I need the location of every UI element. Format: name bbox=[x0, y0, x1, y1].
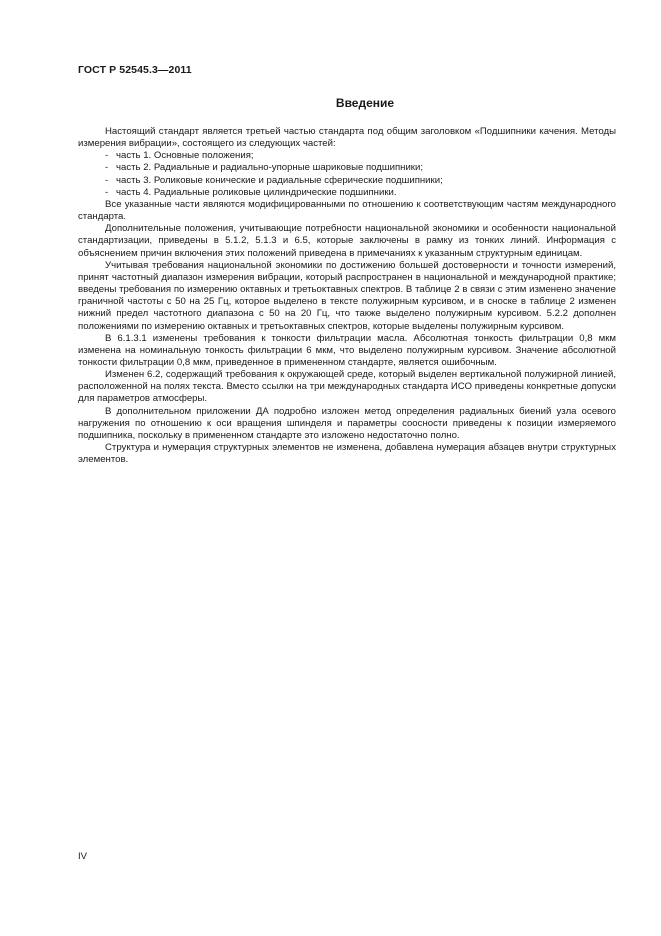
paragraph: Учитывая требования национальной экономики по достижению большей достоверности и точности измерений, принят частотный диапазон измерения вибрации, который распространен в национальной и международной практике; введены требования по измерению октавных и третьоктавных спектров. В таблице 2 в связи с этим изменено значение граничной частоты с 50 на 25 Гц, которое выделено в тексте полужирным курсивом, и в сноске в таблице 2 изменен нижний предел частотного диапазона с 50 на 20 Гц, что также выделено полужирным курсивом. 5.2.2 дополнен положениями по измерению октавных и третьоктавных спектров, которые выделены полужирным курсивом. bbox=[78, 259, 616, 332]
page-number: IV bbox=[78, 851, 87, 862]
parts-list bbox=[78, 150, 616, 199]
list-marker: - bbox=[105, 162, 109, 174]
intro-paragraph: Настоящий стандарт является третьей частью стандарта под общим заголовком «Подшипники качения. Методы измерения вибрации», состоящего из следующих частей: bbox=[78, 126, 616, 150]
list-item-text: часть 4. Радиальные роликовые цилиндрические подшипники. bbox=[116, 186, 397, 198]
list-item bbox=[78, 150, 616, 162]
list-item bbox=[78, 187, 616, 199]
paragraph: В 6.1.3.1 изменены требования к тонкости фильтрации масла. Абсолютная тонкость фильтрации 0,8 мкм изменена на номинальную тонкость фильтрации 6 мкм, что выделено полужирным курсивом. Значение абсолютной тонкости фильтрации 0,8 мкм, приведенное в примененном стандарте, является ошибочным. bbox=[78, 332, 616, 368]
list-item bbox=[78, 175, 616, 187]
body-text bbox=[78, 126, 616, 466]
list-item bbox=[78, 162, 616, 174]
list-item-text: часть 1. Основные положения; bbox=[116, 150, 254, 162]
list-marker: - bbox=[105, 150, 109, 162]
section-title: Введение bbox=[335, 96, 395, 110]
list-item-text: часть 2. Радиальные и радиально-упорные шариковые подшипники; bbox=[116, 162, 424, 174]
list-marker: - bbox=[105, 186, 109, 198]
paragraph: Структура и нумерация структурных элементов не изменена, добавлена нумерация абзацев внутри структурных элементов. bbox=[78, 442, 616, 466]
list-marker: - bbox=[105, 174, 109, 186]
paragraph: Изменен 6.2, содержащий требования к окружающей среде, который выделен вертикальной полужирной линией, расположенной на полях текста. Вместо ссылки на три международных стандарта ИСО приведены конкретные допуски для параметров атмосферы. bbox=[78, 369, 616, 405]
standard-header: ГОСТ Р 52545.3—2011 bbox=[78, 64, 192, 76]
paragraph: Все указанные части являются модифицированными по отношению к соответствующим частям международного стандарта. bbox=[78, 198, 616, 223]
paragraph: Дополнительные положения, учитывающие потребности национальной экономики и особенности национальной стандартизации, приведены в 5.1.2, 5.1.3 и 6.5, которые заключены в рамку из тонких линий. Информация с объяснением причин включения этих положений приведена в примечаниях к указанным структурным единицам. bbox=[78, 223, 616, 259]
paragraph: В дополнительном приложении ДА подробно изложен метод определения радиальных биений узла осевого нагружения по отношению к оси вращения шпинделя и параметры соосности приведены к позиции измеряемого подшипника, поскольку в примененном стандарте это изложено недостаточно полно. bbox=[78, 405, 616, 441]
list-item-text: часть 3. Роликовые конические и радиальные сферические подшипники; bbox=[116, 174, 443, 186]
